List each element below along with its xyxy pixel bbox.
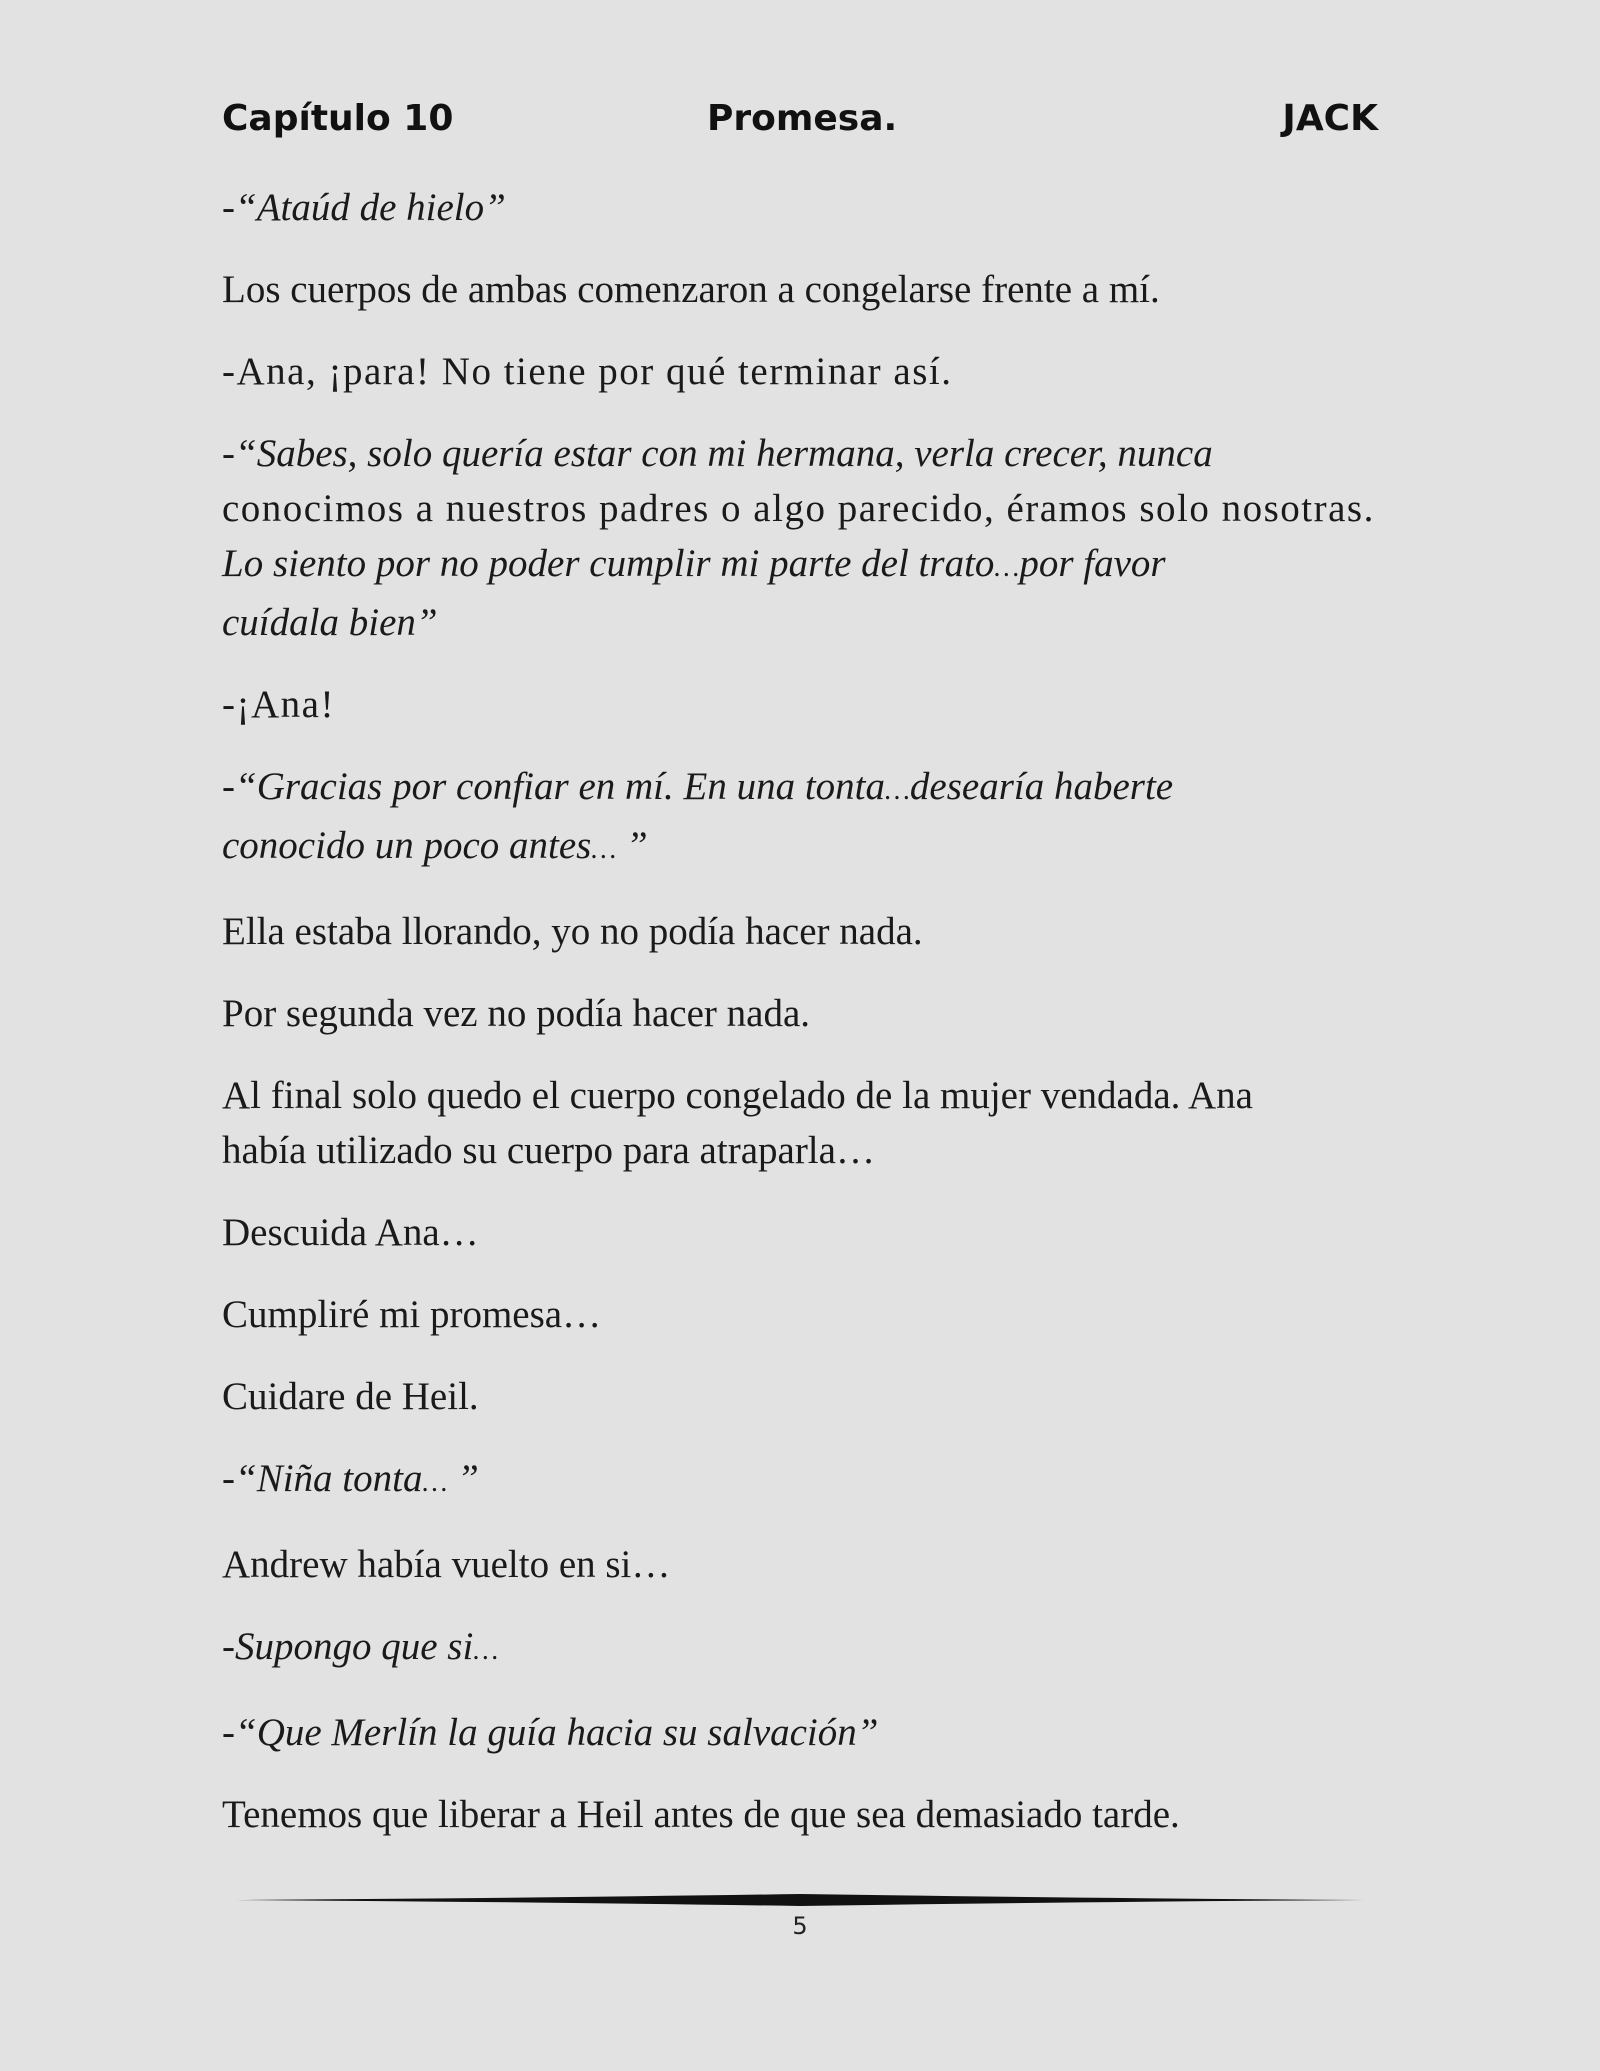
paragraph-4: -“Sabes, solo quería estar con mi hermana, verla crecer, nunca conocimos a nuestros padres o algo parecido, éramos solo nosotras. Lo siento por no poder cumplir mi parte del trato…por favor cuídala bien” — [222, 432, 1375, 644]
paragraph-12: Cuidare de Heil. — [222, 1375, 479, 1418]
paragraph-13: -“Niña tonta… ” — [222, 1457, 479, 1500]
chapter-title: Promesa. — [707, 98, 898, 139]
paragraph-15: -Supongo que si… — [222, 1625, 499, 1668]
paragraph-16: -“Que Merlín la guía hacia su salvación” — [222, 1711, 879, 1754]
paragraph-11: Cumpliré mi promesa… — [222, 1293, 602, 1336]
paragraph-2: Los cuerpos de ambas comenzaron a congelarse frente a mí. — [222, 268, 1160, 311]
paragraph-17: Tenemos que liberar a Heil antes de que sea demasiado tarde. — [222, 1793, 1180, 1836]
paragraph-7: Ella estaba llorando, yo no podía hacer nada. — [222, 910, 923, 953]
paragraph-1: -“Ataúd de hielo” — [222, 186, 506, 229]
paragraph-6: -“Gracias por confiar en mí. En una tonta…desearía haberte conocido un poco antes… ” — [222, 765, 1174, 867]
paragraph-5: -¡Ana! — [222, 683, 335, 726]
paragraph-8: Por segunda vez no podía hacer nada. — [222, 992, 811, 1035]
page-number: 5 — [792, 1912, 808, 1940]
author-name: JACK — [1282, 98, 1378, 139]
paragraph-3: -Ana, ¡para! No tiene por qué terminar así. — [222, 350, 953, 393]
footer-divider — [236, 1893, 1364, 1907]
page-body — [222, 180, 1382, 1869]
paragraph-10: Descuida Ana… — [222, 1211, 479, 1254]
chapter-label: Capítulo 10 — [222, 98, 454, 139]
paragraph-14: Andrew había vuelto en si… — [222, 1543, 671, 1586]
paragraph-9: Al final solo quedo el cuerpo congelado de la mujer vendada. Ana había utilizado su cuerpo para atraparla… — [222, 1074, 1253, 1172]
page-header — [222, 98, 1378, 144]
